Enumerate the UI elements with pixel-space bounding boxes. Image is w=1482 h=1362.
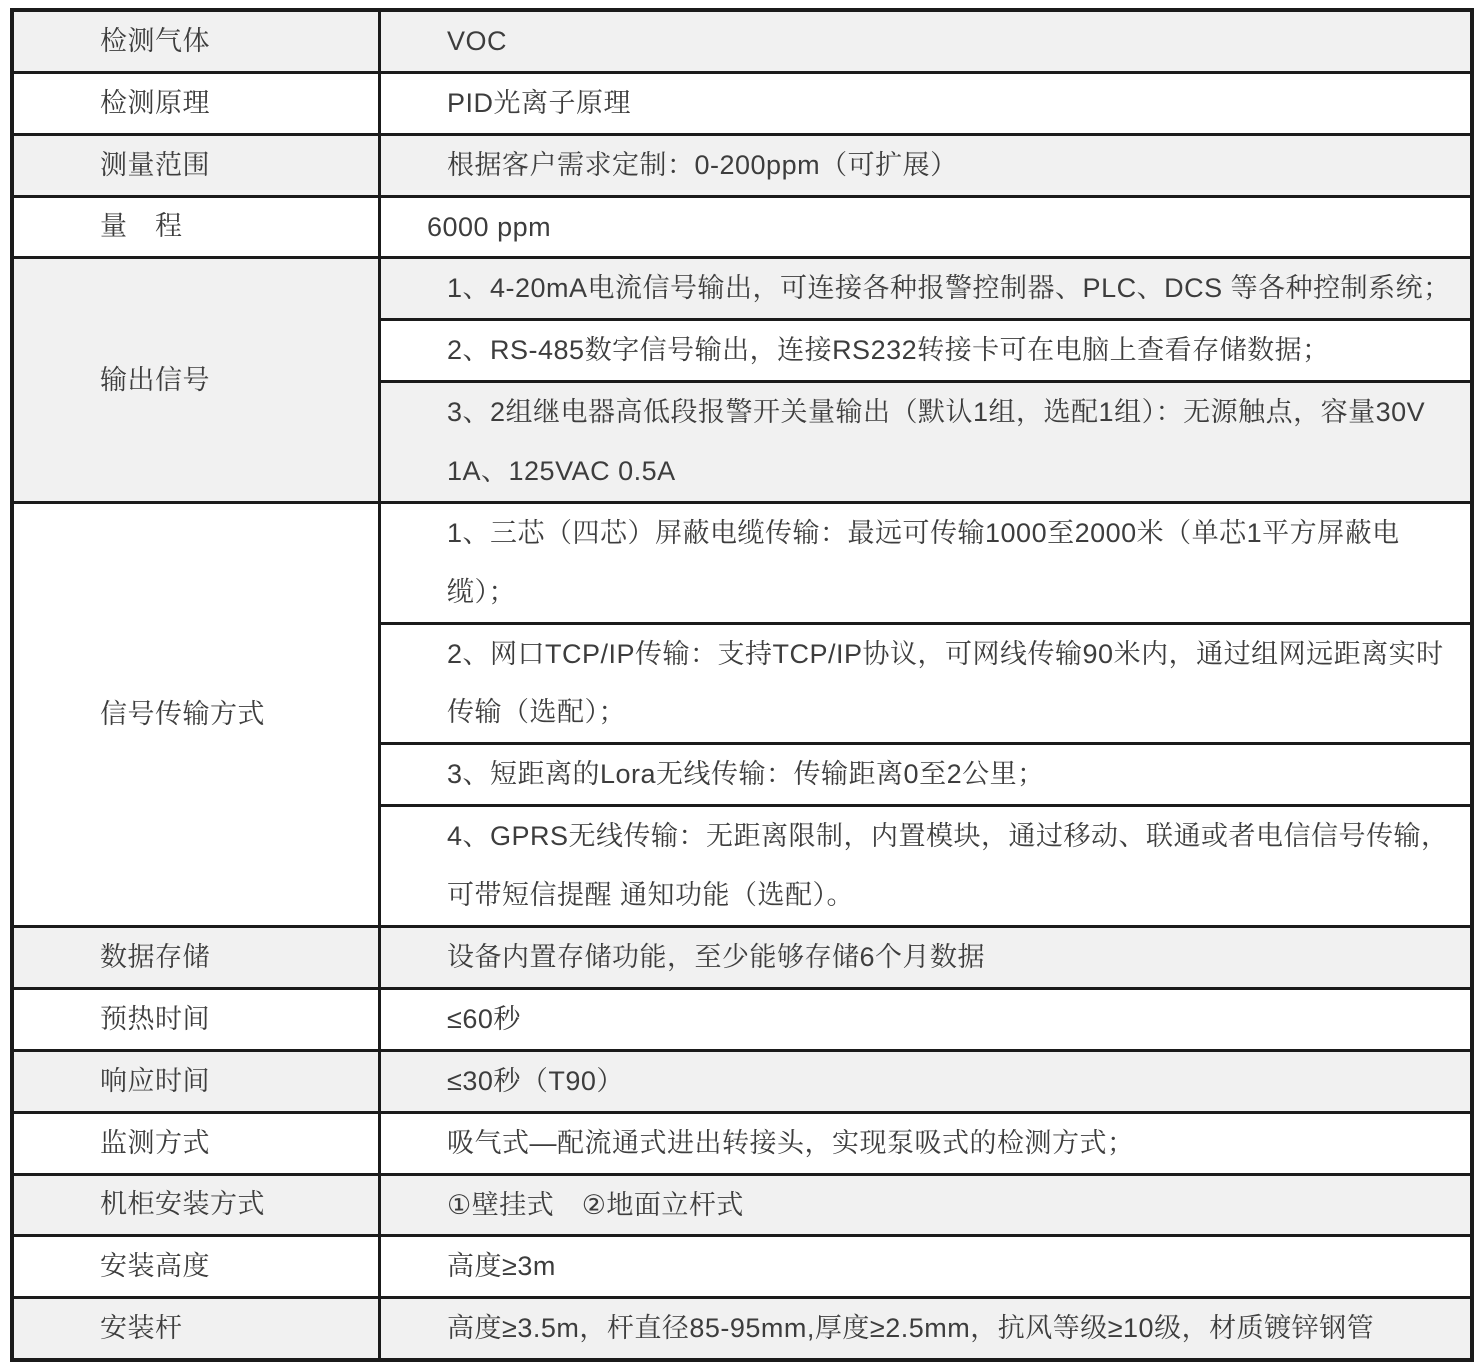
row-label-response-time: 响应时间 [12, 1050, 380, 1112]
row-label-mounting-pole: 安装杆 [12, 1298, 380, 1360]
table-row [12, 196, 1472, 258]
spec-table [10, 8, 1474, 1362]
row-value-measuring-range: 根据客户需求定制：0-200ppm（可扩展） [380, 134, 1473, 196]
row-value-mounting-pole: 高度≥3.5m，杆直径85-95mm,厚度≥2.5mm，抗风等级≥10级，材质镀锌钢管 [380, 1298, 1473, 1360]
row-label-transmission-mode: 信号传输方式 [12, 502, 380, 926]
row-value-monitoring-method: 吸气式—配流通式进出转接头，实现泵吸式的检测方式； [380, 1112, 1473, 1174]
table-row [12, 10, 1472, 72]
table-row [12, 1112, 1472, 1174]
table-row [12, 134, 1472, 196]
table-row [12, 1236, 1472, 1298]
row-label-warmup-time: 预热时间 [12, 989, 380, 1051]
row-value-response-time: ≤30秒（T90） [380, 1050, 1473, 1112]
output-signal-item-3: 3、2组继电器高低段报警开关量输出（默认1组，选配1组）：无源触点，容量30V 1A、125VAC 0.5A [380, 382, 1473, 503]
row-value-gas-detected: VOC [380, 10, 1473, 72]
table-row [12, 258, 1472, 320]
row-label-monitoring-method: 监测方式 [12, 1112, 380, 1174]
row-value-warmup-time: ≤60秒 [380, 989, 1473, 1051]
transmission-item-4: 4、GPRS无线传输：无距离限制，内置模块，通过移动、联通或者电信信号传输，可带短信提醒 通知功能（选配）。 [380, 806, 1473, 927]
row-value-data-storage: 设备内置存储功能，至少能够存储6个月数据 [380, 927, 1473, 989]
table-row [12, 927, 1472, 989]
row-value-full-scale: 6000 ppm [380, 196, 1473, 258]
table-row [12, 1298, 1472, 1360]
row-label-gas-detected: 检测气体 [12, 10, 380, 72]
row-value-mounting-height: 高度≥3m [380, 1236, 1473, 1298]
transmission-item-2: 2、网口TCP/IP传输：支持TCP/IP协议，可网线传输90米内，通过组网远距离实时传输（选配）； [380, 623, 1473, 744]
transmission-item-1: 1、三芯（四芯）屏蔽电缆传输：最远可传输1000至2000米（单芯1平方屏蔽电缆）； [380, 502, 1473, 623]
row-label-output-signal: 输出信号 [12, 258, 380, 502]
table-row [12, 1050, 1472, 1112]
row-label-detection-principle: 检测原理 [12, 72, 380, 134]
table-row [12, 989, 1472, 1051]
transmission-item-3: 3、短距离的Lora无线传输：传输距离0至2公里； [380, 744, 1473, 806]
row-label-mounting-height: 安装高度 [12, 1236, 380, 1298]
row-value-cabinet-mounting: ①壁挂式 ②地面立杆式 [380, 1174, 1473, 1236]
row-label-data-storage: 数据存储 [12, 927, 380, 989]
table-row [12, 502, 1472, 623]
row-label-full-scale: 量 程 [12, 196, 380, 258]
row-value-detection-principle: PID光离子原理 [380, 72, 1473, 134]
table-row [12, 72, 1472, 134]
output-signal-item-2: 2、RS-485数字信号输出，连接RS232转接卡可在电脑上查看存储数据； [380, 320, 1473, 382]
table-row [12, 1174, 1472, 1236]
row-label-measuring-range: 测量范围 [12, 134, 380, 196]
row-label-cabinet-mounting: 机柜安装方式 [12, 1174, 380, 1236]
output-signal-item-1: 1、4-20mA电流信号输出，可连接各种报警控制器、PLC、DCS 等各种控制系统； [380, 258, 1473, 320]
